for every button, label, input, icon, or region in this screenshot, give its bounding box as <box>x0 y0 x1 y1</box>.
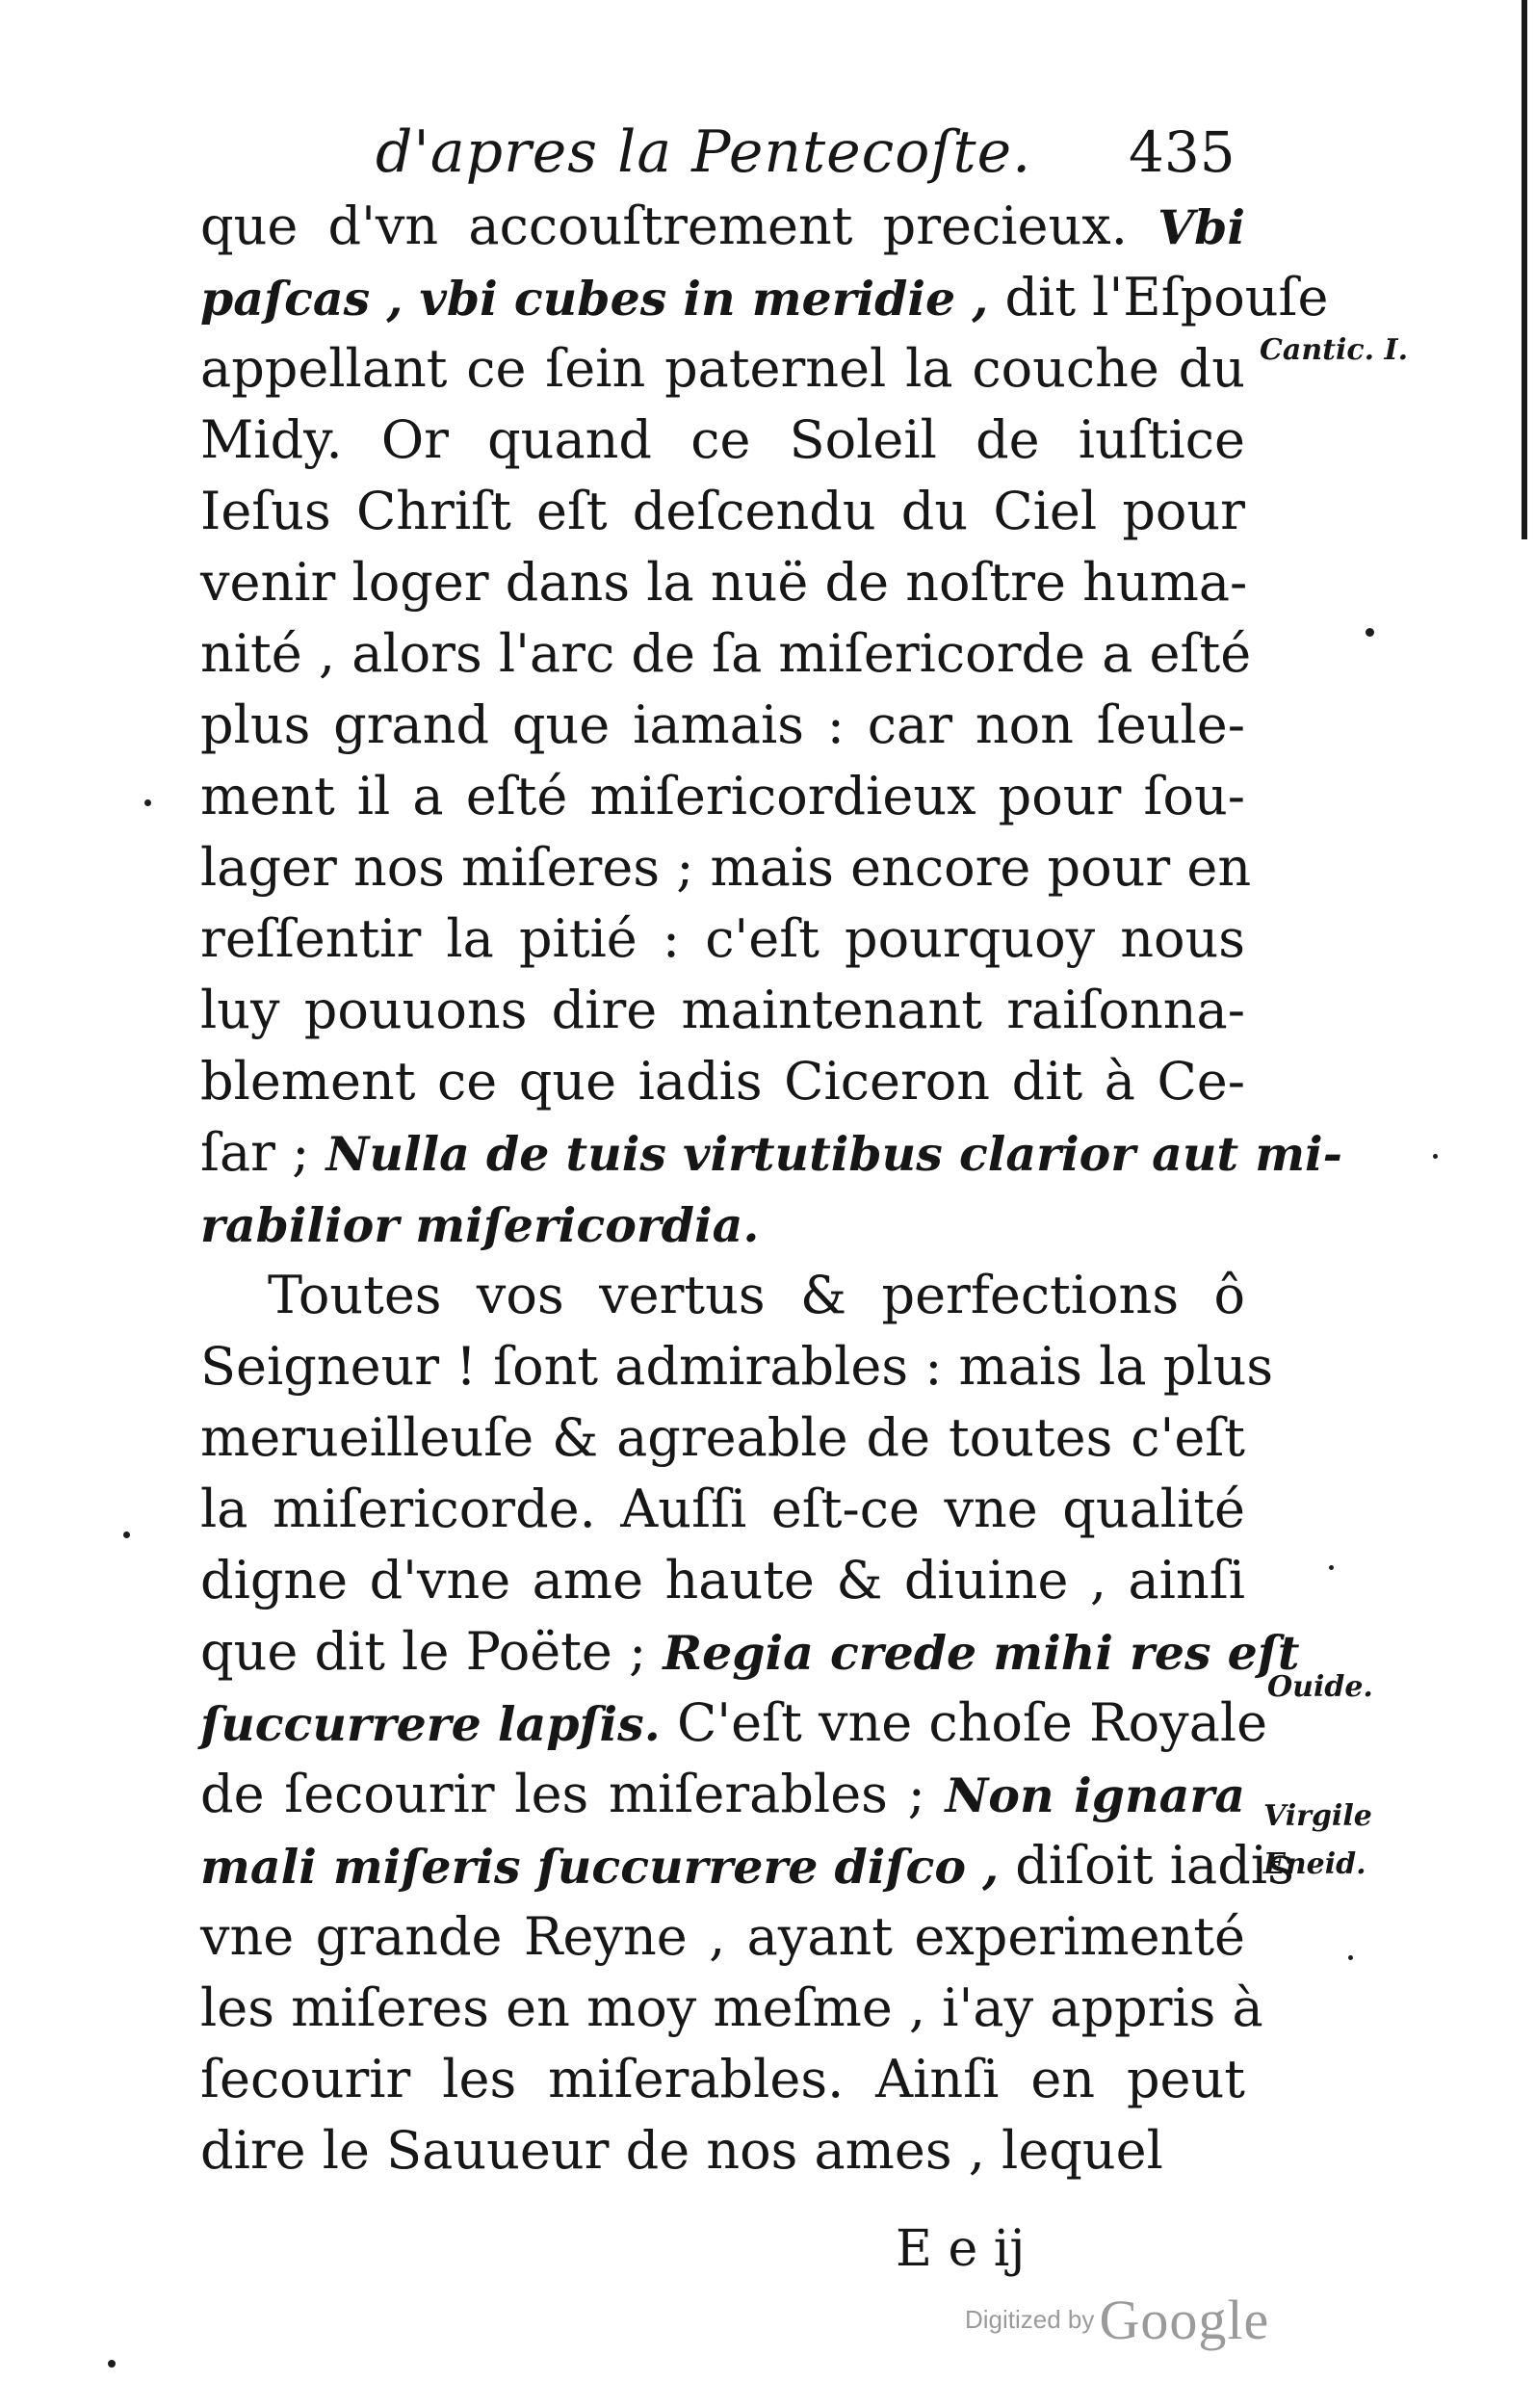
text-line <box>200 405 1245 476</box>
digitization-watermark <box>965 2288 1269 2352</box>
latin-quote-run: paſcas , vbi cubes in meridie , <box>200 271 989 327</box>
text-line <box>200 1616 1300 1688</box>
text-run: C'eſt vne choſe Royale <box>660 1692 1268 1753</box>
text-run: de ſecourir les miſerables ; <box>200 1764 946 1824</box>
ink-speck <box>1433 1154 1438 1159</box>
text-line <box>200 2115 1245 2186</box>
margin-notes <box>1252 0 1444 2408</box>
text-line <box>200 761 1245 832</box>
text-run: ſar ; <box>200 1122 326 1183</box>
latin-quote-run: Regia crede mihi res eſt <box>663 1625 1300 1681</box>
text-line <box>200 1189 1245 1260</box>
text-line <box>200 618 1252 690</box>
watermark-brand: Google <box>1099 2289 1270 2351</box>
text-run: la miſericorde. Auſſi eſt-ce vne qualité <box>200 1479 1245 1539</box>
text-line <box>200 1830 1294 1901</box>
page-number: 435 <box>1129 119 1236 185</box>
text-run: venir loger dans la nuë de noſtre huma- <box>200 552 1248 613</box>
margin-note-eneid: Eneid. <box>1263 1847 1366 1881</box>
latin-quote-run: ſuccurrere lapſis. <box>200 1696 661 1752</box>
margin-note-ouide: Ouide. <box>1267 1670 1373 1704</box>
text-run: plus grand que iamais : car non ſeule- <box>200 694 1245 755</box>
text-run: merueilleuſe & agreable de toutes c'eſt <box>200 1407 1245 1468</box>
text-line <box>200 690 1245 761</box>
text-run: Midy. Or quand ce Soleil de iuſtice <box>200 409 1245 470</box>
text-run: Seigneur ! ſont admirables : mais la plus <box>200 1336 1274 1397</box>
latin-quote-run: Vbi <box>1158 199 1245 255</box>
text-run: Ieſus Chriſt eſt deſcendu du Ciel pour <box>200 481 1245 541</box>
ink-speck <box>1366 628 1374 637</box>
text-run: lager nos miſeres ; mais encore pour en <box>200 837 1252 898</box>
text-line <box>200 547 1248 618</box>
paragraph <box>200 1260 1300 2186</box>
margin-note-virgile: Virgile <box>1263 1799 1372 1833</box>
text-run: reſſentir la pitié : c'eſt pourquoy nous <box>200 908 1245 969</box>
text-line <box>200 1260 1245 1331</box>
text-line <box>200 1759 1245 1830</box>
ink-speck <box>1329 1565 1334 1570</box>
text-line <box>200 1688 1268 1759</box>
text-run: ment il a eſté miſericordieux pour ſou- <box>200 766 1245 826</box>
text-run: blement ce que iadis Ciceron dit à Ce- <box>200 1051 1245 1112</box>
signature-mark: E e ij <box>896 2220 1026 2278</box>
latin-quote-run: rabilior miſericordia. <box>200 1197 760 1253</box>
text-line <box>200 476 1245 547</box>
text-line <box>200 1545 1245 1616</box>
text-line <box>200 832 1252 903</box>
ink-speck <box>144 799 151 806</box>
text-line <box>200 1046 1245 1117</box>
text-run: dire le Sauueur de nos ames , lequel <box>200 2120 1163 2181</box>
text-line <box>200 191 1245 262</box>
text-line <box>200 333 1245 405</box>
text-line <box>200 1901 1245 1973</box>
text-run: appellant ce ſein paternel la couche du <box>200 338 1245 399</box>
text-run: digne d'vne ame haute & diuine , ainſi <box>200 1550 1245 1610</box>
text-run: que dit le Poëte ; <box>200 1621 663 1682</box>
text-line <box>200 975 1245 1046</box>
text-run: luy pouuons dire maintenant raiſonna- <box>200 980 1245 1040</box>
latin-quote-run: Non ignara <box>945 1767 1245 1823</box>
text-line <box>200 903 1245 975</box>
text-line <box>200 1117 1342 1189</box>
text-line <box>200 2044 1245 2115</box>
margin-note-cantic: Cantic. I. <box>1260 333 1409 367</box>
latin-quote-run: Nulla de tuis virtutibus clarior aut mi- <box>325 1126 1342 1182</box>
text-run: nité , alors l'arc de ſa miſericorde a eſté <box>200 623 1252 684</box>
text-line <box>200 1331 1274 1402</box>
text-line <box>200 1973 1263 2044</box>
text-line <box>200 1402 1245 1474</box>
text-run: Toutes vos vertus & perfections ô <box>268 1265 1245 1325</box>
watermark-prefix: Digitized by <box>965 2305 1095 2334</box>
ink-speck <box>108 2360 116 2368</box>
page-edge-rule <box>1522 0 1527 539</box>
text-run: vne grande Reyne , ayant experimenté <box>200 1906 1245 1967</box>
text-run: que d'vn accouſtrement precieux. <box>200 196 1158 256</box>
text-run: les miſeres en moy meſme , i'ay appris à <box>200 1977 1263 2038</box>
running-title: d'apres la Pentecoſte. <box>376 118 1032 186</box>
text-run: diſoit iadis <box>999 1835 1294 1896</box>
latin-quote-run: mali miſeris ſuccurrere diſco , <box>200 1839 1000 1895</box>
ink-speck <box>1348 1955 1353 1960</box>
ink-speck <box>123 1531 130 1538</box>
text-line <box>200 262 1329 333</box>
text-run: ſecourir les miſerables. Ainſi en peut <box>200 2049 1245 2109</box>
text-run: dit l'Eſpouſe <box>988 267 1329 327</box>
page-header <box>193 114 1252 191</box>
text-line <box>200 1474 1245 1545</box>
